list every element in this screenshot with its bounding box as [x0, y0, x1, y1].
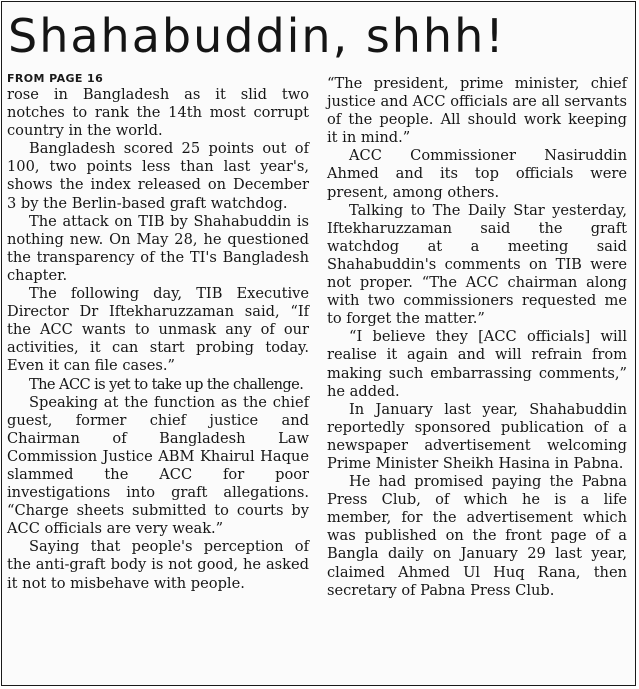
continued-from-label: FROM PAGE 16	[7, 72, 104, 85]
paragraph: ACC Commissioner Nasiruddin Ahmed and its top officials were present, among others.	[327, 147, 627, 201]
paragraph: The following day, TIB Executive Director Dr Iftekharuzzaman said, “If the ACC wants to unmask any of our activities, it can start probing today. Even it can file cases.”	[7, 285, 309, 375]
left-column	[7, 72, 309, 593]
paragraph: Talking to The Daily Star yesterday, Iftekharuzzaman said the graft watchdog at a meeting said Shahabuddin's comments on TIB were not proper. “The ACC chairman along with two commissioners requested me to forget the matter.”	[327, 201, 627, 328]
headline: Shahabuddin, shhh!	[8, 9, 506, 63]
paragraph: In January last year, Shahabuddin reportedly sponsored publication of a newspaper advertisement welcoming Prime Minister Sheikh Hasina in Pabna.	[327, 400, 627, 472]
paragraph: Saying that people's perception of the anti-graft body is not good, he asked it not to misbehave with people.	[7, 538, 309, 592]
paragraph: “I believe they [ACC officials] will realise it again and will refrain from making such embarrassing comments,” he added.	[327, 328, 627, 400]
paragraph: The ACC is yet to take up the challenge.	[29, 375, 304, 393]
paragraph: Speaking at the function as the chief guest, former chief justice and Chairman of Bangladesh Law Commission Justice ABM Khairul Haque slammed the ACC for poor investigations into graft allegations. “Charge sheets submitted to courts by ACC officials are very weak.”	[7, 393, 309, 538]
right-column	[327, 75, 627, 600]
paragraph: “The president, prime minister, chief justice and ACC officials are all servants of the people. All should work keeping it in mind.”	[327, 75, 627, 147]
newspaper-clipping	[1, 1, 636, 686]
paragraph: The attack on TIB by Shahabuddin is nothing new. On May 28, he questioned the transparency of the TI's Bangladesh chapter.	[7, 212, 309, 284]
paragraph: rose in Bangladesh as it slid two notches to rank the 14th most corrupt country in the world.	[7, 86, 309, 140]
paragraph: Bangladesh scored 25 points out of 100, two points less than last year's, shows the index released on December 3 by the Berlin-based graft watchdog.	[7, 140, 309, 212]
paragraph: He had promised paying the Pabna Press Club, of which he is a life member, for the advertisement which was published on the front page of a Bangla daily on January 29 last year, claimed Ahmed Ul Huq Rana, then secretary of Pabna Press Club.	[327, 473, 627, 599]
